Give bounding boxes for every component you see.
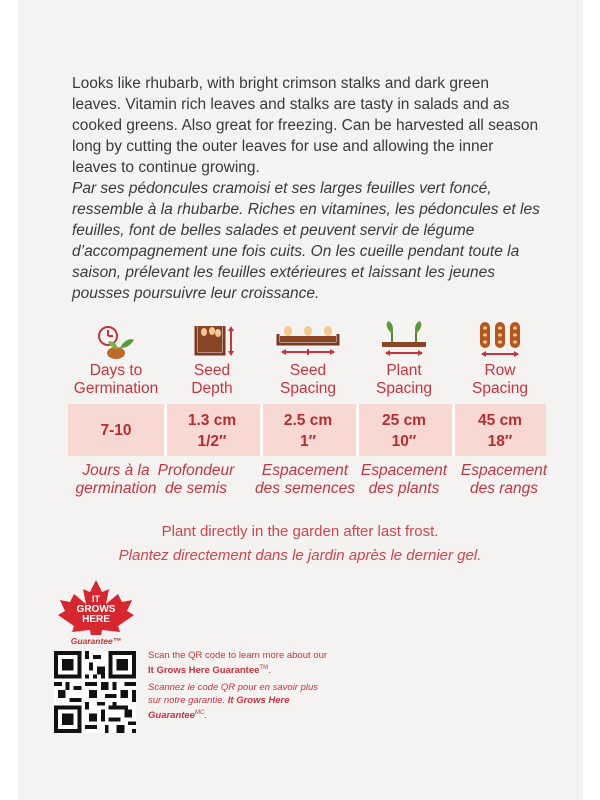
qr-text-french: Scannez le code QR pour en savoir plus sur notre garantie. xyxy=(148,682,319,707)
qr-description xyxy=(148,649,328,722)
qr-code[interactable] xyxy=(54,651,136,733)
fr-label-line2: des semences xyxy=(255,480,355,497)
qr-guarantee-name: It Grows Here Guarantee xyxy=(148,665,260,677)
description-english: Looks like rhubarb, with bright crimson stalks and dark green leaves. Vitamin rich leaves and stalks are tasty in salads and as cooked greens. Also great for freezing. Can be harvested all season long by cutting the outer leaves for use and allowing the inner leaves to continue growing. xyxy=(72,75,539,176)
fr-label-line1: Espacement xyxy=(460,462,548,479)
fr-label-seed-depth xyxy=(146,462,246,498)
badge-line4: Guarantee™ xyxy=(70,636,122,646)
spec-label-line2: Spacing xyxy=(471,380,528,397)
spec-label-line2: Spacing xyxy=(375,380,432,397)
fr-label-line2: de semis xyxy=(164,480,228,497)
spec-label-line1: Seed xyxy=(193,362,231,379)
spec-label-line1: Plant xyxy=(386,362,422,379)
planting-note-french: Plantez directement dans le jardin après le dernier gel. xyxy=(118,547,482,564)
value-seed-spacing xyxy=(260,404,356,456)
specs-icons-row xyxy=(68,320,548,395)
spec-label-line2: Germination xyxy=(73,380,159,397)
qr-guarantee-name-fr: It Grows Here Guarantee xyxy=(148,695,290,722)
value-line1: 1.3 cm xyxy=(187,412,237,429)
seed-depth-icon xyxy=(164,320,260,360)
fr-label-seed-spacing xyxy=(255,462,355,498)
trademark-mark-fr: MC xyxy=(195,710,205,717)
planting-note-english: Plant directly in the garden after last frost. xyxy=(161,523,439,540)
value-line1: 2.5 cm xyxy=(283,412,333,429)
fr-label-plant-spacing xyxy=(354,462,454,498)
description-french: Par ses pédoncules cramoisi et ses larges feuilles vert foncé, ressemble à la rhubarbe. Riches en vitamines, les pédoncules et les feuilles, font de belles salades et peuvent servir de légume d’accompagnement une fois cuits. On les cueille pendant toute la saison, prélevant les feuilles extérieures et laissant les jeunes pousses poursuivre leur croissance. xyxy=(72,180,540,302)
fr-label-row-spacing xyxy=(454,462,554,498)
plant-spacing-icon xyxy=(356,320,452,360)
spec-label-line1: Seed xyxy=(289,362,327,379)
badge-line2: GROWS xyxy=(76,604,116,615)
value-germination xyxy=(68,404,164,456)
value-row-spacing xyxy=(452,404,548,456)
fr-label-line2: des plants xyxy=(368,480,440,497)
value-line2: 1/2″ xyxy=(197,433,227,450)
spec-label-line1: Days to xyxy=(89,362,143,379)
fr-label-line2: germination xyxy=(75,480,157,497)
clock-sprout-icon xyxy=(68,320,164,360)
spec-values-band xyxy=(68,404,546,456)
badge-line3: HERE xyxy=(82,614,110,625)
qr-text-end-fr: . xyxy=(204,710,207,722)
value-line1: 45 cm xyxy=(478,412,522,429)
value-line2: 10″ xyxy=(391,433,417,450)
fr-label-line1: Profondeur xyxy=(157,462,235,479)
row-spacing-icon xyxy=(452,320,548,360)
value-plant-spacing xyxy=(356,404,452,456)
value-seed-depth xyxy=(164,404,260,456)
guarantee-badge xyxy=(54,578,138,648)
fr-label-line1: Espacement xyxy=(261,462,349,479)
spec-label-line1: Row xyxy=(484,362,516,379)
fr-label-line1: Jours à la xyxy=(82,462,150,479)
seed-spacing-icon xyxy=(260,320,356,360)
fr-label-line2: des rangs xyxy=(469,480,539,497)
value-line2: 1″ xyxy=(299,433,317,450)
value-line1: 25 cm xyxy=(382,412,426,429)
badge-line1: IT xyxy=(92,594,100,604)
value-line2: 18″ xyxy=(487,433,513,450)
qr-text-end: . xyxy=(268,665,271,677)
spec-label-line2: Depth xyxy=(191,380,233,397)
trademark-mark: TM xyxy=(259,665,269,671)
value-line1: 7-10 xyxy=(100,422,132,439)
qr-text-english: Scan the QR code to learn more about our xyxy=(148,650,328,661)
fr-label-line1: Espacement xyxy=(360,462,448,479)
spec-label-line2: Spacing xyxy=(279,380,336,397)
